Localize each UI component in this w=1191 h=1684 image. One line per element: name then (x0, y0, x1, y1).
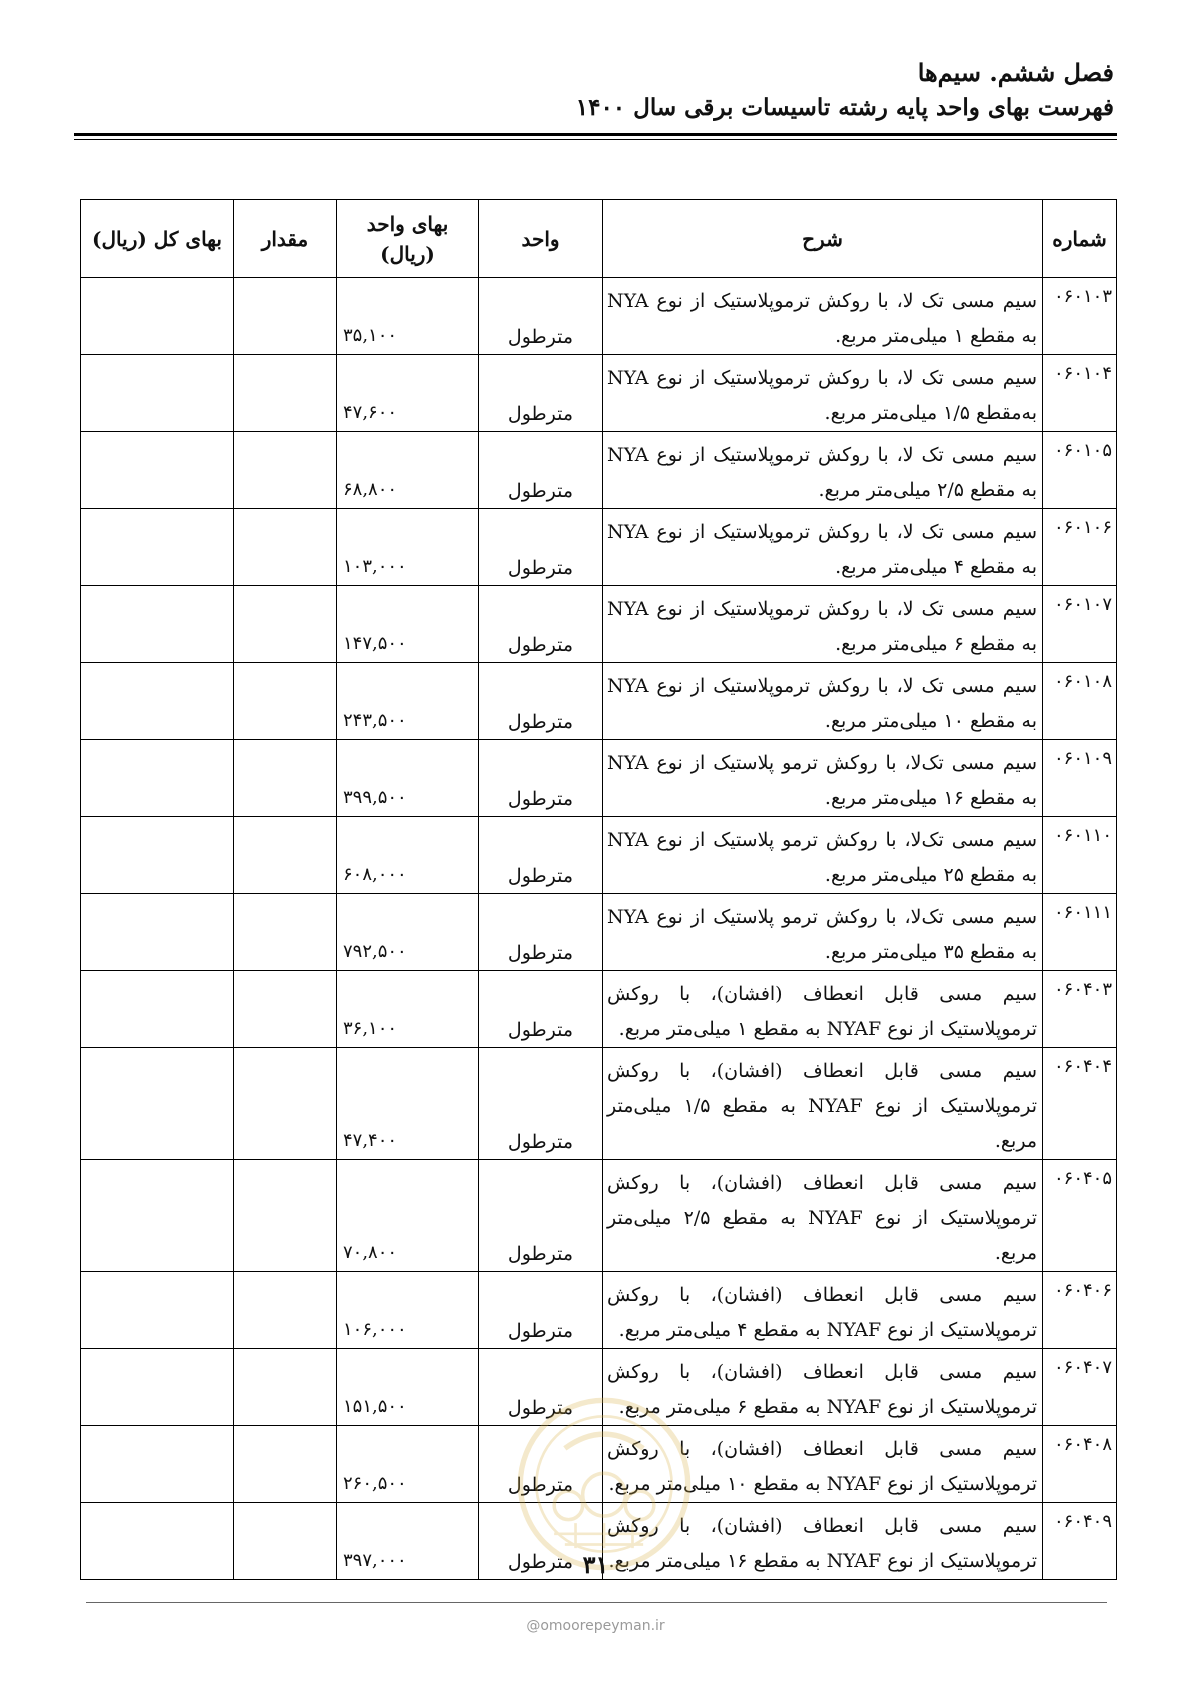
item-description: سیم مسی تک لا، با روکش ترموپلاستیک از نوع NYA به مقطع ۲/۵ میلی‌متر مربع. (603, 432, 1043, 509)
table-row (81, 1426, 1117, 1503)
item-unit-price: ۶۰۸,۰۰۰ (337, 817, 479, 894)
item-unit-price: ۲۴۳,۵۰۰ (337, 663, 479, 740)
item-total-price (81, 1048, 234, 1160)
item-code: ۰۶۰۱۰۳ (1043, 278, 1117, 355)
item-description: سیم مسی قابل انعطاف (افشان)، با روکش ترموپلاستیک از نوع NYAF به مقطع ۱۶ میلی‌متر مربع. (603, 1503, 1043, 1580)
item-description: سیم مسی قابل انعطاف (افشان)، با روکش ترموپلاستیک از نوع NYAF به مقطع ۴ میلی‌متر مربع. (603, 1272, 1043, 1349)
item-total-price (81, 1272, 234, 1349)
item-unit: مترطول (479, 355, 603, 432)
table-row (81, 971, 1117, 1048)
item-quantity (234, 278, 337, 355)
table-row (81, 740, 1117, 817)
item-code: ۰۶۰۱۰۴ (1043, 355, 1117, 432)
item-unit: مترطول (479, 432, 603, 509)
table-row (81, 1048, 1117, 1160)
item-code: ۰۶۰۴۰۶ (1043, 1272, 1117, 1349)
table-row (81, 1272, 1117, 1349)
item-description: سیم مسی قابل انعطاف (افشان)، با روکش ترموپلاستیک از نوع NYAF به مقطع ۱/۵ میلی‌متر مربع. (603, 1048, 1043, 1160)
item-unit: مترطول (479, 278, 603, 355)
table-row (81, 1349, 1117, 1426)
item-unit-price: ۲۶۰,۵۰۰ (337, 1426, 479, 1503)
item-unit: مترطول (479, 586, 603, 663)
item-unit-price: ۴۷,۴۰۰ (337, 1048, 479, 1160)
header-unit: واحد (479, 200, 603, 278)
item-description: سیم مسی تک لا، با روکش ترموپلاستیک از نوع NYA به مقطع ۶ میلی‌متر مربع. (603, 586, 1043, 663)
item-quantity (234, 817, 337, 894)
item-unit-price: ۱۰۳,۰۰۰ (337, 509, 479, 586)
item-quantity (234, 1048, 337, 1160)
item-quantity (234, 509, 337, 586)
header-rule-thick (74, 133, 1117, 136)
item-quantity (234, 1426, 337, 1503)
item-total-price (81, 1349, 234, 1426)
item-total-price (81, 509, 234, 586)
item-unit-price: ۳۵,۱۰۰ (337, 278, 479, 355)
item-unit-price: ۴۷,۶۰۰ (337, 355, 479, 432)
item-unit: مترطول (479, 817, 603, 894)
item-quantity (234, 894, 337, 971)
item-quantity (234, 1160, 337, 1272)
item-quantity (234, 1272, 337, 1349)
item-total-price (81, 817, 234, 894)
item-unit-price: ۱۵۱,۵۰۰ (337, 1349, 479, 1426)
header-unit-price-currency: (ریال) (380, 241, 435, 266)
item-unit-price: ۳۶,۱۰۰ (337, 971, 479, 1048)
table-row (81, 894, 1117, 971)
item-code: ۰۶۰۱۱۱ (1043, 894, 1117, 971)
item-unit: مترطول (479, 1048, 603, 1160)
table-row (81, 432, 1117, 509)
price-table (80, 199, 1117, 1580)
item-quantity (234, 432, 337, 509)
header-unit-price-label: بهای واحد (366, 211, 449, 236)
item-unit: مترطول (479, 663, 603, 740)
header-description: شرح (603, 200, 1043, 278)
item-code: ۰۶۰۱۰۸ (1043, 663, 1117, 740)
item-total-price (81, 894, 234, 971)
item-total-price (81, 1160, 234, 1272)
item-total-price (81, 971, 234, 1048)
item-code: ۰۶۰۱۱۰ (1043, 817, 1117, 894)
item-unit: مترطول (479, 740, 603, 817)
item-unit-price: ۷۰,۸۰۰ (337, 1160, 479, 1272)
footer-rule (86, 1602, 1107, 1603)
item-description: سیم مسی قابل انعطاف (افشان)، با روکش ترموپلاستیک از نوع NYAF به مقطع ۱ میلی‌متر مربع. (603, 971, 1043, 1048)
page-number: ۳۱ (582, 1550, 609, 1579)
table-row (81, 509, 1117, 586)
page-header (77, 56, 1114, 126)
item-unit: مترطول (479, 1349, 603, 1426)
table-row (81, 586, 1117, 663)
item-total-price (81, 278, 234, 355)
table-row (81, 278, 1117, 355)
item-description: سیم مسی تک لا، با روکش ترموپلاستیک از نوع NYA به مقطع ۱ میلی‌متر مربع. (603, 278, 1043, 355)
item-code: ۰۶۰۴۰۳ (1043, 971, 1117, 1048)
header-unit-price (337, 200, 479, 278)
item-description: سیم مسی قابل انعطاف (افشان)، با روکش ترموپلاستیک از نوع NYAF به مقطع ۱۰ میلی‌متر مربع. (603, 1426, 1043, 1503)
document-title: فهرست بهای واحد پایه رشته تاسیسات برقی سال ۱۴۰۰ (575, 94, 1114, 121)
item-unit-price: ۳۹۷,۰۰۰ (337, 1503, 479, 1580)
header-total-price: بهای کل (ریال) (81, 200, 234, 278)
website-watermark: @omoorepeyman.ir (526, 1618, 665, 1634)
item-unit-price: ۱۴۷,۵۰۰ (337, 586, 479, 663)
chapter-title: فصل ششم. سیم‌ها (917, 58, 1114, 87)
item-code: ۰۶۰۴۰۸ (1043, 1426, 1117, 1503)
item-description: سیم مسی تک لا، با روکش ترموپلاستیک از نوع NYA به مقطع ۴ میلی‌متر مربع. (603, 509, 1043, 586)
item-quantity (234, 586, 337, 663)
item-quantity (234, 1349, 337, 1426)
item-unit: مترطول (479, 971, 603, 1048)
item-quantity (234, 663, 337, 740)
item-total-price (81, 663, 234, 740)
table-row (81, 355, 1117, 432)
item-description: سیم مسی تک‌لا، با روکش ترمو پلاستیک از نوع NYA به مقطع ۳۵ میلی‌متر مربع. (603, 894, 1043, 971)
table-row (81, 817, 1117, 894)
item-unit: مترطول (479, 509, 603, 586)
item-quantity (234, 971, 337, 1048)
table-row (81, 663, 1117, 740)
table-row (81, 1160, 1117, 1272)
item-total-price (81, 432, 234, 509)
item-description: سیم مسی قابل انعطاف (افشان)، با روکش ترموپلاستیک از نوع NYAF به مقطع ۶ میلی‌متر مربع. (603, 1349, 1043, 1426)
item-code: ۰۶۰۴۰۷ (1043, 1349, 1117, 1426)
item-description: سیم مسی قابل انعطاف (افشان)، با روکش ترموپلاستیک از نوع NYAF به مقطع ۲/۵ میلی‌متر مربع. (603, 1160, 1043, 1272)
table-body (81, 278, 1117, 1580)
item-quantity (234, 355, 337, 432)
item-unit-price: ۳۹۹,۵۰۰ (337, 740, 479, 817)
item-unit: مترطول (479, 1272, 603, 1349)
item-total-price (81, 1426, 234, 1503)
item-code: ۰۶۰۱۰۵ (1043, 432, 1117, 509)
item-total-price (81, 586, 234, 663)
item-code: ۰۶۰۱۰۷ (1043, 586, 1117, 663)
item-description: سیم مسی تک لا، با روکش ترموپلاستیک از نوع NYA به‌مقطع ۱/۵ میلی‌متر مربع. (603, 355, 1043, 432)
item-unit: مترطول (479, 1503, 603, 1580)
item-code: ۰۶۰۴۰۴ (1043, 1048, 1117, 1160)
item-unit-price: ۱۰۶,۰۰۰ (337, 1272, 479, 1349)
item-quantity (234, 740, 337, 817)
item-unit: مترطول (479, 894, 603, 971)
table-header-row (81, 200, 1117, 278)
item-unit-price: ۷۹۲,۵۰۰ (337, 894, 479, 971)
item-description: سیم مسی تک لا، با روکش ترموپلاستیک از نوع NYA به مقطع ۱۰ میلی‌متر مربع. (603, 663, 1043, 740)
item-unit-price: ۶۸,۸۰۰ (337, 432, 479, 509)
header-code: شماره (1043, 200, 1117, 278)
item-total-price (81, 740, 234, 817)
header-quantity: مقدار (234, 200, 337, 278)
item-code: ۰۶۰۴۰۹ (1043, 1503, 1117, 1580)
item-unit: مترطول (479, 1160, 603, 1272)
header-rule-thin (74, 139, 1117, 140)
item-unit: مترطول (479, 1426, 603, 1503)
item-code: ۰۶۰۱۰۹ (1043, 740, 1117, 817)
item-code: ۰۶۰۴۰۵ (1043, 1160, 1117, 1272)
item-total-price (81, 355, 234, 432)
item-description: سیم مسی تک‌لا، با روکش ترمو پلاستیک از نوع NYA به مقطع ۱۶ میلی‌متر مربع. (603, 740, 1043, 817)
item-description: سیم مسی تک‌لا، با روکش ترمو پلاستیک از نوع NYA به مقطع ۲۵ میلی‌متر مربع. (603, 817, 1043, 894)
item-code: ۰۶۰۱۰۶ (1043, 509, 1117, 586)
